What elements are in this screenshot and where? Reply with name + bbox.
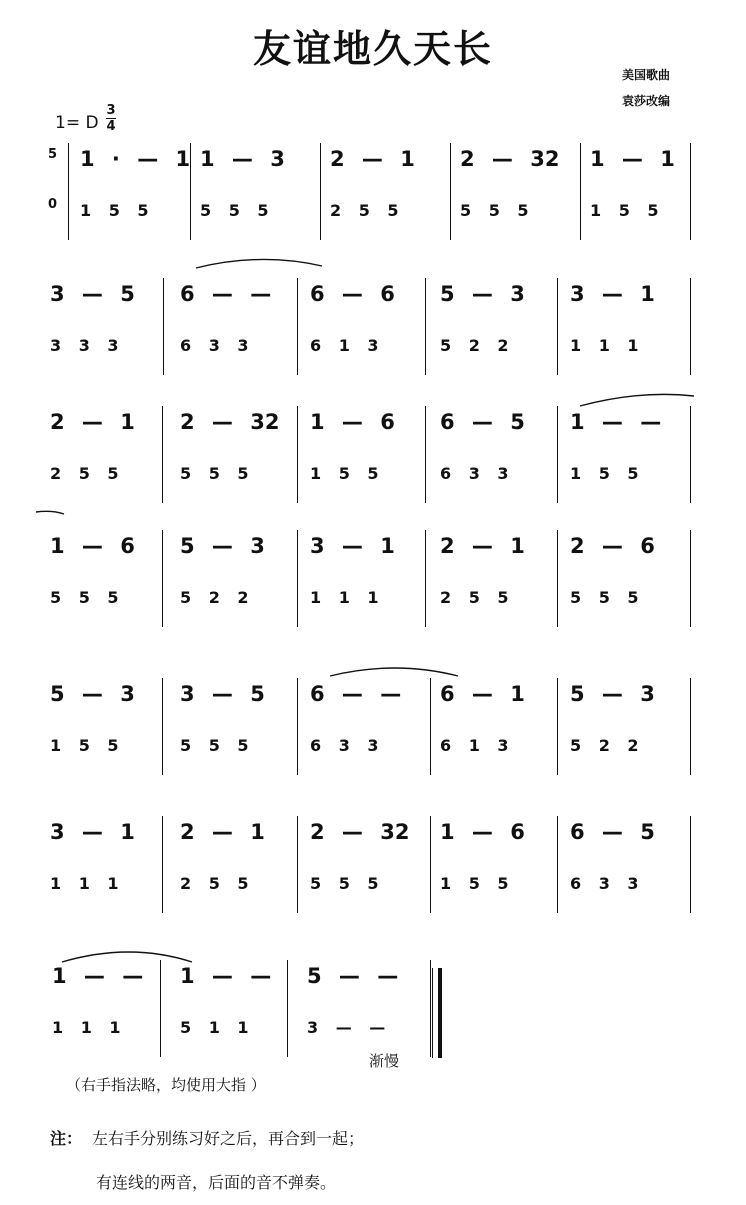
key-signature: 1= D <box>55 113 99 133</box>
bar-line <box>690 530 691 627</box>
left-hand-measure: 2 5 5 <box>330 201 399 220</box>
left-hand-measure: 1 1 1 <box>310 588 379 607</box>
bar-line <box>425 278 426 375</box>
tempo-mark: 渐慢 <box>369 1052 400 1070</box>
left-hand-measure: 6 3 3 <box>440 464 509 483</box>
bar-line <box>430 960 431 1057</box>
left-hand-measure: 5 5 5 <box>460 201 529 220</box>
left-hand-measure: 5 5 5 <box>180 736 249 755</box>
left-hand-measure: 2 5 5 <box>440 588 509 607</box>
bar-line <box>580 143 581 240</box>
bar-line <box>690 406 691 503</box>
right-hand-measure: 1 — — <box>180 964 272 988</box>
left-hand-measure: 5 5 5 <box>570 588 639 607</box>
tie-arc <box>580 394 694 406</box>
page-title: 友谊地久天长 <box>252 27 493 71</box>
bar-line <box>557 816 558 913</box>
right-hand-measure: 3 — 5 <box>50 282 135 306</box>
arranger-credit: 袁莎改编 <box>622 94 671 108</box>
bar-line <box>190 143 191 240</box>
note-line-1: 左右手分别练习好之后，再合到一起； <box>92 1129 365 1148</box>
left-hand-measure: 1 1 1 <box>570 336 639 355</box>
voice-label-left: 0 <box>48 197 58 212</box>
bar-line <box>163 278 164 375</box>
right-hand-measure: 5 — 3 <box>50 682 135 706</box>
right-hand-measure: 1 — 3 <box>200 147 285 171</box>
bar-line <box>430 678 431 775</box>
note-line-2: 有连线的两音，后面的音不弹奏。 <box>96 1173 337 1192</box>
left-hand-measure: 5 5 5 <box>180 464 249 483</box>
tie-arc <box>36 511 64 514</box>
left-hand-measure: 6 1 3 <box>310 336 379 355</box>
left-hand-measure: 3 3 3 <box>50 336 119 355</box>
bar-line <box>297 678 298 775</box>
composer-credit: 美国歌曲 <box>622 68 671 82</box>
bar-line <box>425 530 426 627</box>
left-hand-measure: 2 5 5 <box>180 874 249 893</box>
left-hand-measure: 3 — — <box>307 1018 386 1037</box>
right-hand-measure: 5 — 3 <box>440 282 525 306</box>
right-hand-measure: 2 — 1 <box>330 147 415 171</box>
bar-line <box>297 530 298 627</box>
left-hand-measure: 1 5 5 <box>50 736 119 755</box>
right-hand-measure: 1 — 6 <box>440 820 525 844</box>
right-hand-measure: 6 — 6 <box>310 282 395 306</box>
bar-line <box>297 816 298 913</box>
time-signature-top: 3 <box>106 103 116 118</box>
bar-line <box>162 406 163 503</box>
bar-line <box>160 960 161 1057</box>
final-bar-thick <box>438 968 442 1058</box>
left-hand-measure: 6 3 3 <box>310 736 379 755</box>
right-hand-measure: 5 — 3 <box>570 682 655 706</box>
bar-line <box>287 960 288 1057</box>
bar-line <box>450 143 451 240</box>
right-hand-measure: 6 — 5 <box>570 820 655 844</box>
right-hand-measure: 1 — 6 <box>50 534 135 558</box>
bar-line <box>690 678 691 775</box>
bar-line <box>162 530 163 627</box>
bar-line <box>557 530 558 627</box>
right-hand-measure: 3 — 1 <box>50 820 135 844</box>
left-hand-measure: 5 5 5 <box>50 588 119 607</box>
right-hand-measure: 2 — 32 <box>180 410 280 434</box>
left-hand-measure: 1 5 5 <box>570 464 639 483</box>
left-hand-measure: 1 5 5 <box>590 201 659 220</box>
right-hand-measure: 1 · — 1 <box>80 147 191 171</box>
time-signature <box>106 104 116 133</box>
final-bar-thin <box>432 968 433 1058</box>
right-hand-measure: 6 — — <box>310 682 402 706</box>
left-hand-measure: 5 2 2 <box>570 736 639 755</box>
tie-arc <box>330 668 458 676</box>
bar-line <box>557 278 558 375</box>
right-hand-measure: 2 — 32 <box>310 820 410 844</box>
right-hand-measure: 2 — 1 <box>440 534 525 558</box>
right-hand-measure: 3 — 5 <box>180 682 265 706</box>
left-hand-measure: 5 1 1 <box>180 1018 249 1037</box>
left-hand-measure: 6 3 3 <box>180 336 249 355</box>
bar-line <box>68 143 69 240</box>
left-hand-measure: 1 5 5 <box>80 201 149 220</box>
left-hand-measure: 2 5 5 <box>50 464 119 483</box>
right-hand-measure: 6 — — <box>180 282 272 306</box>
bar-line <box>430 816 431 913</box>
right-hand-measure: 1 — — <box>52 964 144 988</box>
bar-line <box>690 816 691 913</box>
bar-line <box>297 278 298 375</box>
right-hand-measure: 5 — — <box>307 964 399 988</box>
note-label: 注： <box>50 1129 83 1148</box>
right-hand-measure: 2 — 1 <box>180 820 265 844</box>
left-hand-measure: 1 1 1 <box>52 1018 121 1037</box>
left-hand-measure: 1 5 5 <box>310 464 379 483</box>
right-hand-measure: 3 — 1 <box>570 282 655 306</box>
right-hand-measure: 5 — 3 <box>180 534 265 558</box>
right-hand-measure: 1 — 6 <box>310 410 395 434</box>
left-hand-measure: 6 1 3 <box>440 736 509 755</box>
bar-line <box>297 406 298 503</box>
tie-arc <box>62 952 192 962</box>
voice-label-right: 5 <box>48 147 58 162</box>
right-hand-measure: 1 — — <box>570 410 662 434</box>
bar-line <box>162 678 163 775</box>
bar-line <box>557 406 558 503</box>
bar-line <box>557 678 558 775</box>
bar-line <box>320 143 321 240</box>
tie-arc <box>196 259 322 268</box>
fingering-note: （右手指法略，均使用大指 ） <box>66 1076 266 1094</box>
left-hand-measure: 5 2 2 <box>180 588 249 607</box>
left-hand-measure: 6 3 3 <box>570 874 639 893</box>
bar-line <box>162 816 163 913</box>
right-hand-measure: 1 — 1 <box>590 147 675 171</box>
right-hand-measure: 3 — 1 <box>310 534 395 558</box>
right-hand-measure: 2 — 6 <box>570 534 655 558</box>
time-signature-bottom: 4 <box>106 119 116 134</box>
right-hand-measure: 2 — 1 <box>50 410 135 434</box>
left-hand-measure: 1 5 5 <box>440 874 509 893</box>
right-hand-measure: 6 — 1 <box>440 682 525 706</box>
left-hand-measure: 5 5 5 <box>200 201 269 220</box>
left-hand-measure: 5 5 5 <box>310 874 379 893</box>
right-hand-measure: 6 — 5 <box>440 410 525 434</box>
left-hand-measure: 5 2 2 <box>440 336 509 355</box>
bar-line <box>690 278 691 375</box>
bar-line <box>690 143 691 240</box>
left-hand-measure: 1 1 1 <box>50 874 119 893</box>
right-hand-measure: 2 — 32 <box>460 147 560 171</box>
bar-line <box>425 406 426 503</box>
